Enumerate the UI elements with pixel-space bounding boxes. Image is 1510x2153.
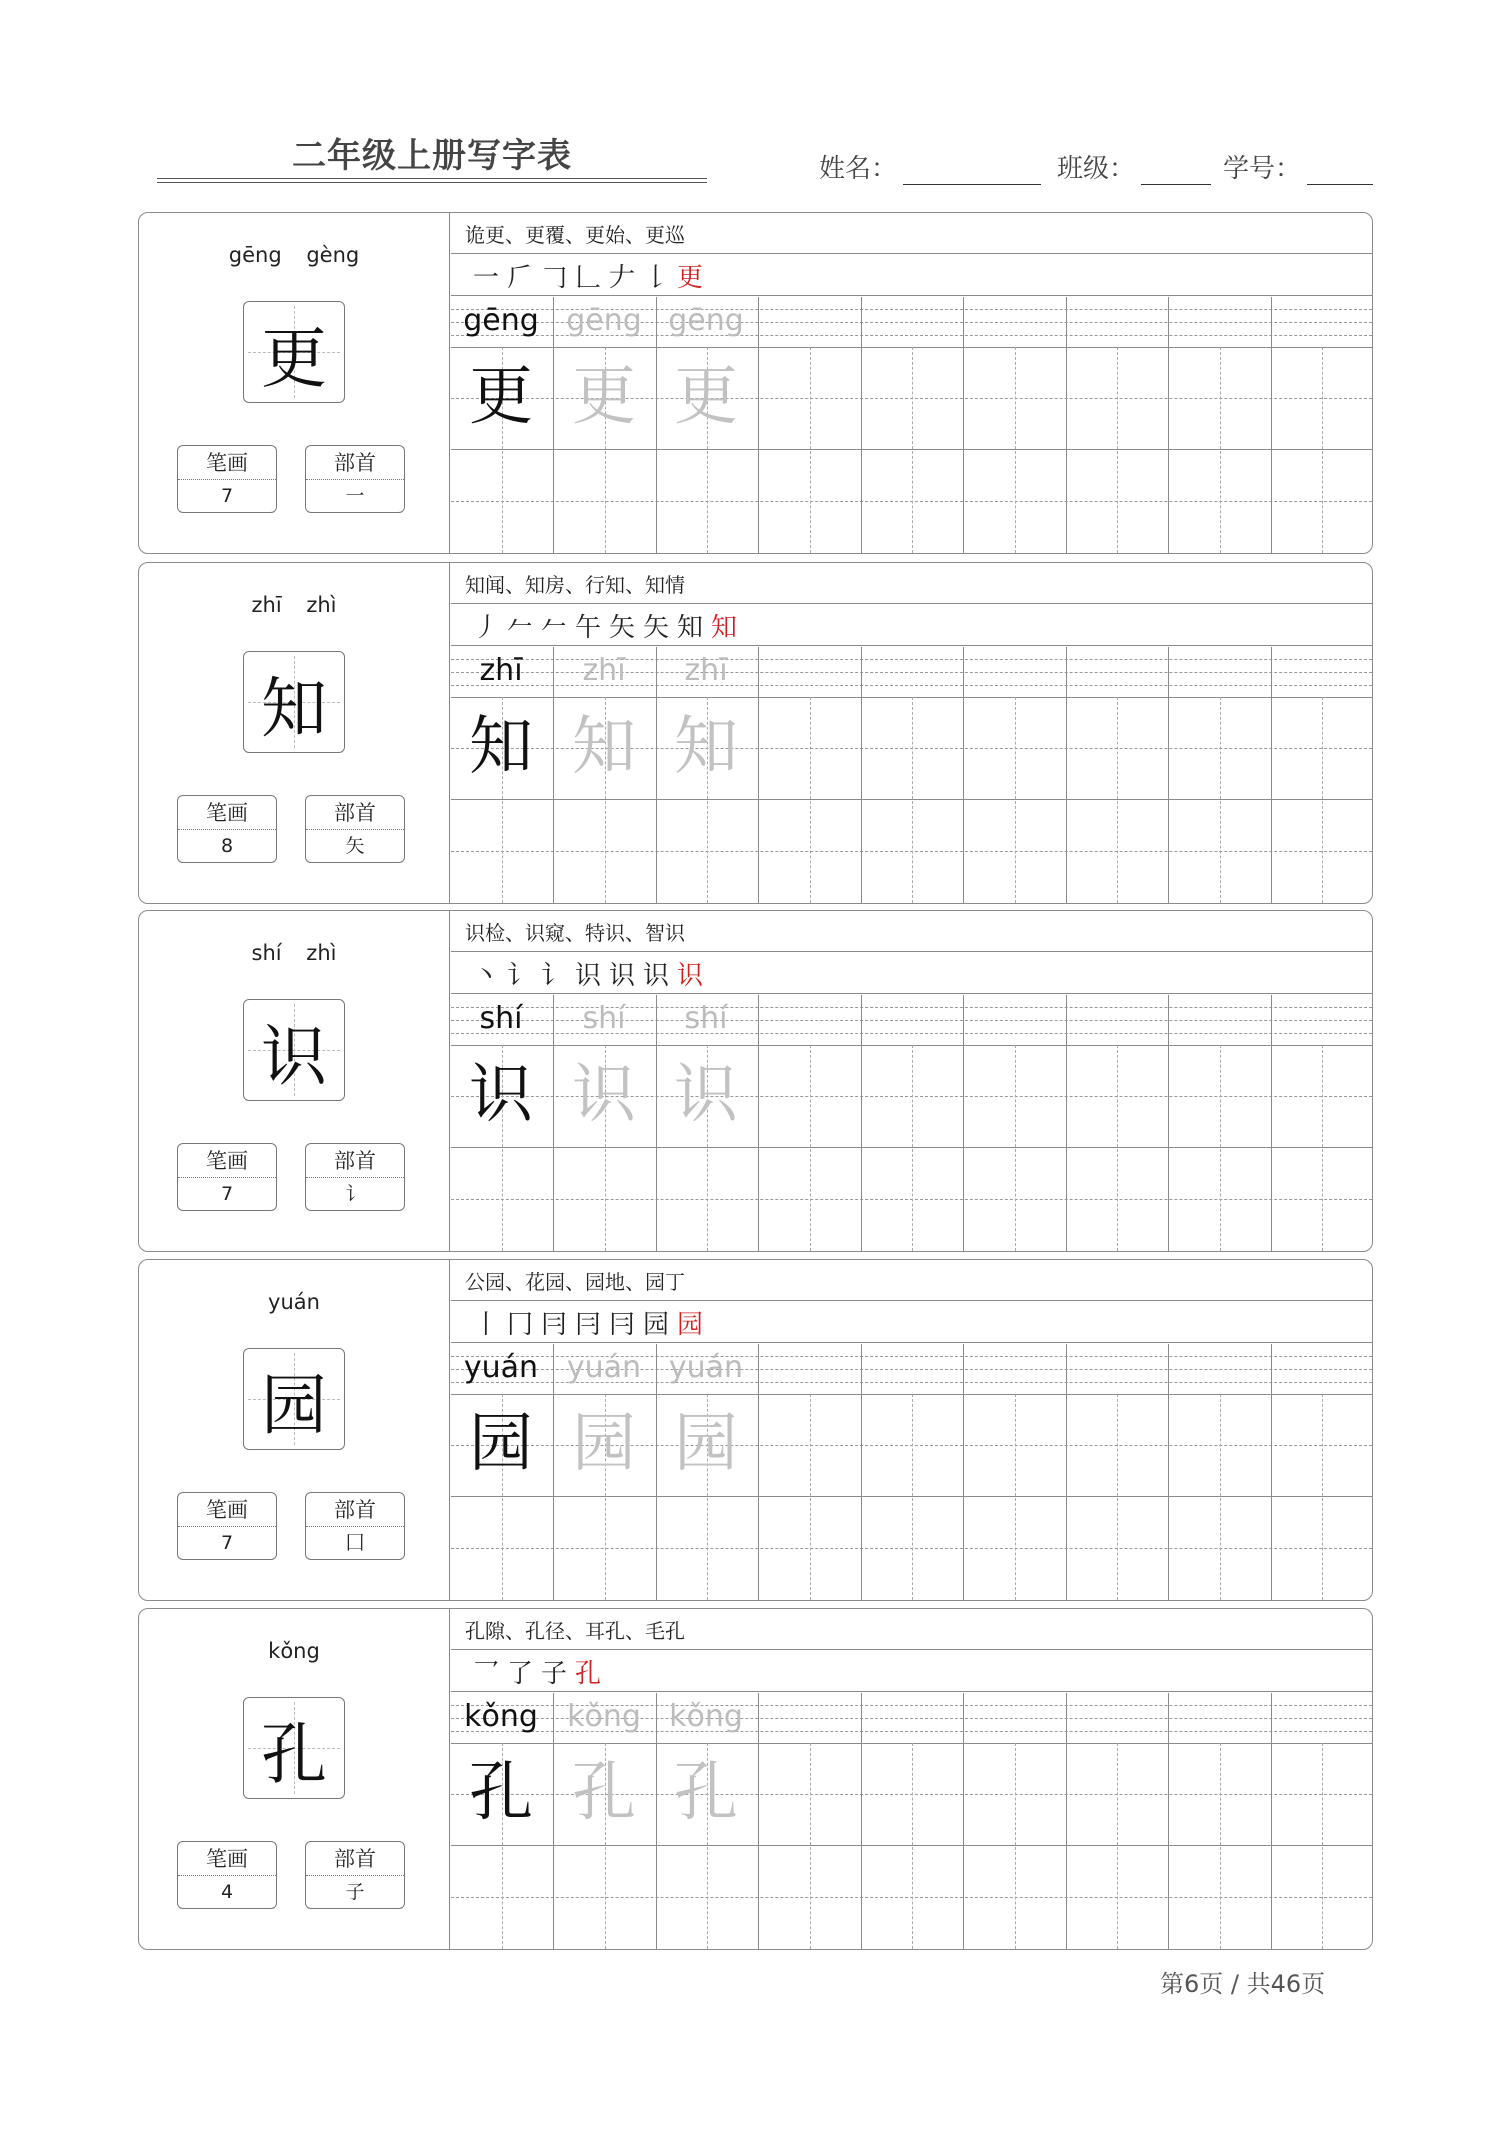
character-info-panel — [139, 1260, 449, 1600]
character-sample: 孔 — [572, 1756, 636, 1830]
row-divider — [451, 295, 1372, 296]
practice-grid — [451, 1693, 1372, 1949]
card-divider — [449, 1609, 450, 1949]
character-info-panel — [139, 213, 449, 553]
character-pinyin: yuán — [268, 1290, 320, 1314]
pinyin-sample: yuán — [668, 1350, 744, 1385]
grid-cell[interactable] — [1066, 1693, 1169, 1949]
grid-cell[interactable] — [759, 1693, 862, 1949]
radical-label: 部首 — [306, 1144, 404, 1178]
stroke-count-label: 笔画 — [178, 796, 276, 830]
character-pinyin: shí zhì — [251, 941, 337, 965]
character-display-box — [243, 651, 345, 753]
example-words: 孔隙、孔径、耳孔、毛孔 — [465, 1619, 685, 1643]
card-divider — [449, 911, 450, 1251]
row-divider — [451, 645, 1372, 646]
example-words: 诡更、更覆、更始、更巡 — [465, 223, 685, 247]
character-sample: 园 — [674, 1407, 738, 1481]
example-words: 识检、识窥、特识、智识 — [465, 921, 685, 945]
grid-cell[interactable] — [861, 1693, 964, 1949]
pinyin-sample: zhī — [684, 653, 728, 688]
row-divider — [451, 993, 1372, 994]
grid-cell[interactable] — [964, 1344, 1067, 1600]
practice-grid — [451, 297, 1372, 553]
stroke-count-label: 笔画 — [178, 1493, 276, 1527]
page-title: 二年级上册写字表 — [292, 136, 572, 176]
stroke-step: 冃 — [574, 1310, 601, 1340]
pinyin-sample: gēng — [668, 303, 744, 338]
stroke-step: 𠂉 — [540, 613, 567, 643]
character-sample: 识 — [469, 1058, 533, 1132]
stroke-count-box — [177, 1143, 277, 1211]
class-blank[interactable] — [1141, 156, 1211, 185]
character-sample: 识 — [572, 1058, 636, 1132]
grid-cell[interactable] — [964, 1693, 1067, 1949]
character-sample: 更 — [469, 360, 533, 434]
practice-panel — [451, 1609, 1372, 1949]
character-glyph: 园 — [261, 1366, 327, 1444]
grid-cell[interactable] — [759, 297, 862, 553]
card-divider — [449, 1260, 450, 1600]
radical-box — [305, 1841, 405, 1909]
id-field[interactable] — [1223, 148, 1373, 185]
character-info-panel — [139, 563, 449, 903]
character-sample: 园 — [572, 1407, 636, 1481]
radical-value: 一 — [345, 485, 365, 507]
stroke-count-value: 7 — [220, 1183, 234, 1205]
stroke-order — [469, 955, 707, 992]
stroke-order — [469, 1653, 605, 1690]
pinyin-sample: kǒng — [567, 1699, 641, 1734]
character-glyph: 孔 — [261, 1715, 327, 1793]
character-pinyin: kǒng — [268, 1639, 320, 1663]
pinyin-sample: gēng — [463, 303, 539, 338]
page-number: 第6页 / 共46页 — [1160, 1970, 1326, 1998]
grid-cell[interactable] — [1066, 647, 1169, 903]
grid-cell[interactable] — [1066, 1344, 1169, 1600]
radical-label: 部首 — [306, 446, 404, 480]
stroke-count-value: 7 — [220, 485, 234, 507]
character-sample: 知 — [674, 710, 738, 784]
stroke-step: 孔 — [574, 1659, 601, 1689]
character-card — [138, 910, 1373, 1252]
character-sample: 孔 — [674, 1756, 738, 1830]
radical-box — [305, 1143, 405, 1211]
character-glyph: 知 — [261, 669, 327, 747]
stroke-count-box — [177, 1492, 277, 1560]
radical-label: 部首 — [306, 796, 404, 830]
stroke-step: 园 — [676, 1310, 703, 1340]
title-underline-2 — [157, 182, 707, 183]
grid-cell[interactable] — [1169, 647, 1272, 903]
row-divider — [451, 603, 1372, 604]
stroke-step: 丿 — [472, 613, 499, 643]
class-field[interactable] — [1057, 148, 1211, 185]
stroke-step: 矢 — [642, 613, 669, 643]
grid-cell[interactable] — [861, 647, 964, 903]
example-words: 公园、花园、园地、园丁 — [465, 1270, 685, 1294]
practice-grid — [451, 995, 1372, 1251]
id-blank[interactable] — [1307, 156, 1373, 185]
stroke-step: 园 — [642, 1310, 669, 1340]
id-label: 学号： — [1223, 154, 1302, 184]
stroke-count-label: 笔画 — [178, 446, 276, 480]
stroke-step: 识 — [608, 961, 635, 991]
page-header — [157, 118, 1375, 188]
character-display-box — [243, 1697, 345, 1799]
grid-cell[interactable] — [759, 647, 862, 903]
stroke-count-box — [177, 795, 277, 863]
radical-label: 部首 — [306, 1842, 404, 1876]
stroke-count-value: 7 — [220, 1532, 234, 1554]
grid-cell[interactable] — [1066, 995, 1169, 1251]
radical-box — [305, 795, 405, 863]
stroke-order — [469, 257, 707, 294]
stroke-count-value: 8 — [220, 835, 234, 857]
pinyin-sample: kǒng — [464, 1699, 538, 1734]
stroke-step: 矢 — [608, 613, 635, 643]
class-label: 班级： — [1057, 154, 1136, 184]
stroke-step: 乛 — [472, 1659, 499, 1689]
row-divider — [451, 1649, 1372, 1650]
pinyin-sample: shí — [582, 1001, 626, 1036]
name-field[interactable] — [819, 148, 1041, 185]
grid-cell[interactable] — [1169, 1344, 1272, 1600]
stroke-step: 一 — [472, 263, 499, 293]
row-divider — [451, 253, 1372, 254]
grid-cell[interactable] — [759, 1344, 862, 1600]
pinyin-sample: zhī — [479, 653, 523, 688]
stroke-count-box — [177, 1841, 277, 1909]
stroke-count-label: 笔画 — [178, 1144, 276, 1178]
stroke-step: 冃 — [540, 1310, 567, 1340]
grid-cell[interactable] — [1169, 995, 1272, 1251]
row-divider — [451, 1691, 1372, 1692]
stroke-step: 𠂇 — [608, 263, 635, 293]
grid-cell[interactable] — [1066, 297, 1169, 553]
stroke-order — [469, 1304, 707, 1341]
character-sample: 知 — [469, 710, 533, 784]
grid-cell[interactable] — [861, 1344, 964, 1600]
character-sample: 知 — [572, 710, 636, 784]
grid-cell[interactable] — [964, 647, 1067, 903]
stroke-step: 识 — [676, 961, 703, 991]
character-card — [138, 1259, 1373, 1601]
character-sample: 识 — [674, 1058, 738, 1132]
radical-value: 囗 — [345, 1532, 365, 1554]
grid-cell[interactable] — [1169, 297, 1272, 553]
character-display-box — [243, 999, 345, 1101]
character-glyph: 识 — [261, 1017, 327, 1095]
stroke-step: 知 — [710, 613, 737, 643]
name-blank[interactable] — [903, 156, 1041, 185]
character-glyph: 更 — [261, 319, 327, 397]
radical-value: 矢 — [345, 835, 365, 857]
stroke-step: 𠂉 — [506, 613, 533, 643]
stroke-step: 午 — [574, 613, 601, 643]
character-info-panel — [139, 911, 449, 1251]
stroke-step: 更 — [676, 263, 703, 293]
practice-grid — [451, 647, 1372, 903]
practice-panel — [451, 1260, 1372, 1600]
example-words: 知闻、知房、行知、知情 — [465, 573, 685, 597]
stroke-step: 知 — [676, 613, 703, 643]
practice-panel — [451, 563, 1372, 903]
practice-panel — [451, 213, 1372, 553]
title-underline — [157, 178, 707, 179]
character-pinyin: gēng gèng — [228, 243, 360, 267]
grid-cell[interactable] — [1169, 1693, 1272, 1949]
pinyin-sample: gēng — [566, 303, 642, 338]
radical-label: 部首 — [306, 1493, 404, 1527]
radical-value: 子 — [345, 1881, 365, 1903]
pinyin-sample: zhī — [582, 653, 626, 688]
row-divider — [451, 1300, 1372, 1301]
character-info-panel — [139, 1609, 449, 1949]
character-display-box — [243, 1348, 345, 1450]
pinyin-sample: yuán — [463, 1350, 539, 1385]
stroke-count-value: 4 — [220, 1881, 234, 1903]
character-display-box — [243, 301, 345, 403]
grid-cell[interactable] — [861, 297, 964, 553]
pinyin-sample: yuán — [566, 1350, 642, 1385]
row-divider — [451, 1342, 1372, 1343]
stroke-count-label: 笔画 — [178, 1842, 276, 1876]
character-sample: 孔 — [469, 1756, 533, 1830]
character-pinyin: zhī zhì — [251, 593, 337, 617]
grid-cell[interactable] — [861, 995, 964, 1251]
pinyin-sample: kǒng — [669, 1699, 743, 1734]
grid-cell[interactable] — [964, 995, 1067, 1251]
pinyin-sample: shí — [684, 1001, 728, 1036]
stroke-step: 𠄌 — [642, 263, 669, 293]
grid-cell[interactable] — [759, 995, 862, 1251]
radical-box — [305, 1492, 405, 1560]
character-card — [138, 1608, 1373, 1950]
stroke-step: 了 — [506, 1659, 533, 1689]
card-divider — [449, 563, 450, 903]
stroke-step: 𠃊 — [574, 263, 601, 293]
character-sample: 园 — [469, 1407, 533, 1481]
stroke-step: 丶 — [472, 961, 499, 991]
character-card — [138, 562, 1373, 904]
card-divider — [449, 213, 450, 553]
pinyin-sample: shí — [479, 1001, 523, 1036]
character-sample: 更 — [572, 360, 636, 434]
character-card — [138, 212, 1373, 554]
stroke-step: 冃 — [608, 1310, 635, 1340]
name-label: 姓名： — [819, 154, 898, 184]
practice-panel — [451, 911, 1372, 1251]
row-divider — [451, 951, 1372, 952]
stroke-order — [469, 607, 741, 644]
stroke-step: 冂 — [506, 1310, 533, 1340]
stroke-step: 丨 — [472, 1310, 499, 1340]
grid-cell[interactable] — [964, 297, 1067, 553]
stroke-count-box — [177, 445, 277, 513]
stroke-step: 𠂆 — [506, 263, 533, 293]
stroke-step: 𠃌 — [540, 263, 567, 293]
stroke-step: 讠 — [540, 961, 567, 991]
radical-value: 讠 — [345, 1183, 365, 1205]
practice-grid — [451, 1344, 1372, 1600]
stroke-step: 识 — [574, 961, 601, 991]
radical-box — [305, 445, 405, 513]
stroke-step: 识 — [642, 961, 669, 991]
stroke-step: 子 — [540, 1659, 567, 1689]
character-sample: 更 — [674, 360, 738, 434]
stroke-step: 讠 — [506, 961, 533, 991]
